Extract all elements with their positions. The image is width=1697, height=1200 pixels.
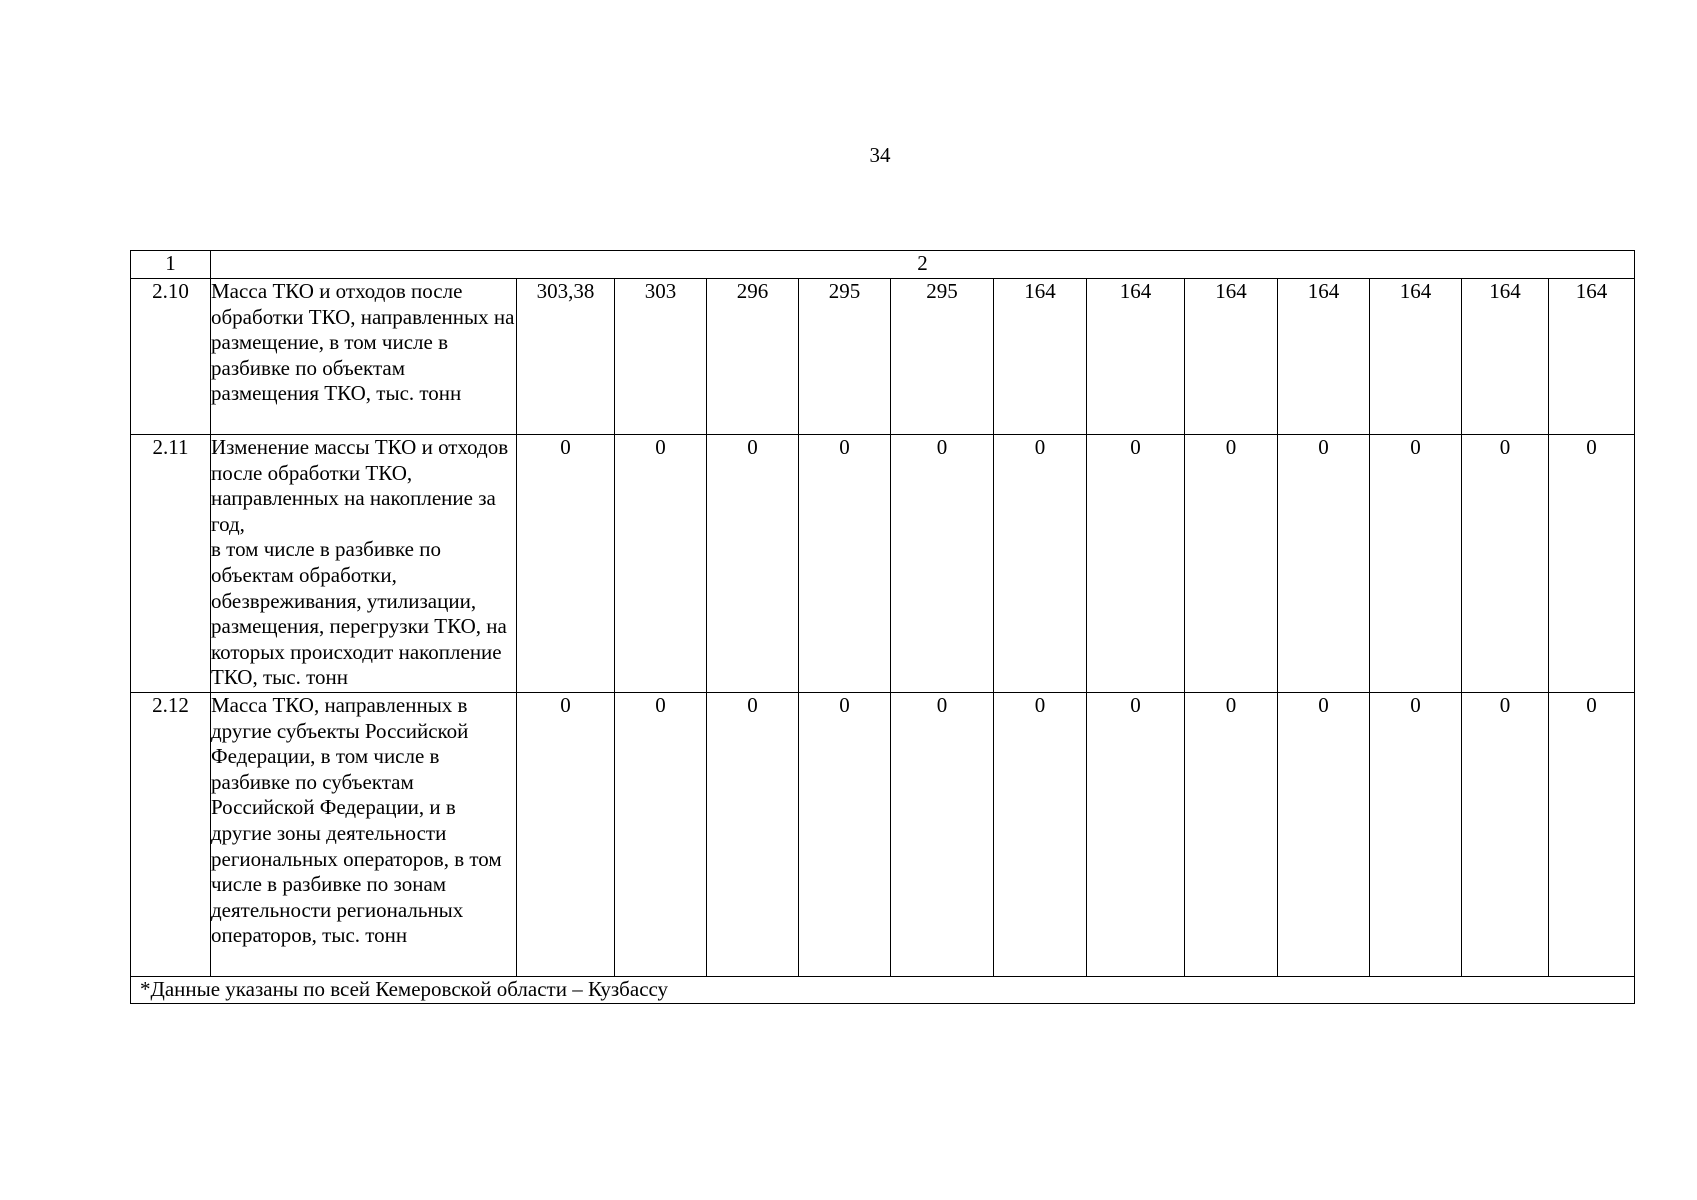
footnote-row <box>131 977 1635 1004</box>
page-number: 34 <box>869 143 891 167</box>
value-cell: 0 <box>1549 435 1635 693</box>
value-cell: 164 <box>1549 279 1635 435</box>
value-cell: 0 <box>891 693 994 977</box>
value-cell: 296 <box>707 279 799 435</box>
value-cell: 0 <box>1462 693 1549 977</box>
value-cell: 164 <box>994 279 1087 435</box>
table-row <box>131 435 1635 693</box>
value-cell: 164 <box>1087 279 1185 435</box>
value-cell: 0 <box>615 435 707 693</box>
value-cell: 164 <box>1185 279 1278 435</box>
footnote: *Данные указаны по всей Кемеровской области – Кузбассу <box>131 977 1635 1004</box>
value-cell: 0 <box>891 435 994 693</box>
value-cell: 164 <box>1462 279 1549 435</box>
value-cell: 295 <box>891 279 994 435</box>
value-cell: 0 <box>1549 693 1635 977</box>
value-cell: 164 <box>1370 279 1462 435</box>
table-row <box>131 693 1635 977</box>
value-cell: 0 <box>1087 693 1185 977</box>
value-cell: 0 <box>994 435 1087 693</box>
value-cell: 303 <box>615 279 707 435</box>
row-number: 2.11 <box>131 435 211 693</box>
row-label: Масса ТКО и отходов после обработки ТКО, направленных на размещение, в том числе в разбивке по объектам размещения ТКО, тыс. тонн <box>211 279 517 435</box>
value-cell: 0 <box>517 435 615 693</box>
header-row <box>131 251 1635 279</box>
header-col-1: 1 <box>131 251 211 279</box>
row-number: 2.10 <box>131 279 211 435</box>
value-cell: 0 <box>1087 435 1185 693</box>
row-label: Масса ТКО, направленных в другие субъекты Российской Федерации, в том числе в разбивке по субъектам Российской Федерации, и в другие зоны деятельности региональных операторов, в том числе в разбивке по зонам деятельности региональных операторов, тыс. тонн <box>211 693 517 977</box>
value-cell: 0 <box>517 693 615 977</box>
value-cell: 303,38 <box>517 279 615 435</box>
table-row <box>131 279 1635 435</box>
data-table <box>130 250 1635 1004</box>
value-cell: 0 <box>1185 693 1278 977</box>
value-cell: 0 <box>1370 693 1462 977</box>
value-cell: 0 <box>707 435 799 693</box>
value-cell: 0 <box>1278 693 1370 977</box>
value-cell: 295 <box>799 279 891 435</box>
value-cell: 0 <box>1370 435 1462 693</box>
row-label: Изменение массы ТКО и отходов после обработки ТКО, направленных на накопление за год, в том числе в разбивке по объектам обработки, обезвреживания, утилизации, размещения, перегрузки ТКО, на которых происходит накопление ТКО, тыс. тонн <box>211 435 517 693</box>
value-cell: 0 <box>799 693 891 977</box>
value-cell: 0 <box>1185 435 1278 693</box>
value-cell: 0 <box>707 693 799 977</box>
value-cell: 0 <box>1462 435 1549 693</box>
value-cell: 0 <box>799 435 891 693</box>
value-cell: 0 <box>615 693 707 977</box>
value-cell: 164 <box>1278 279 1370 435</box>
row-number: 2.12 <box>131 693 211 977</box>
value-cell: 0 <box>1278 435 1370 693</box>
header-col-2: 2 <box>211 251 1635 279</box>
value-cell: 0 <box>994 693 1087 977</box>
